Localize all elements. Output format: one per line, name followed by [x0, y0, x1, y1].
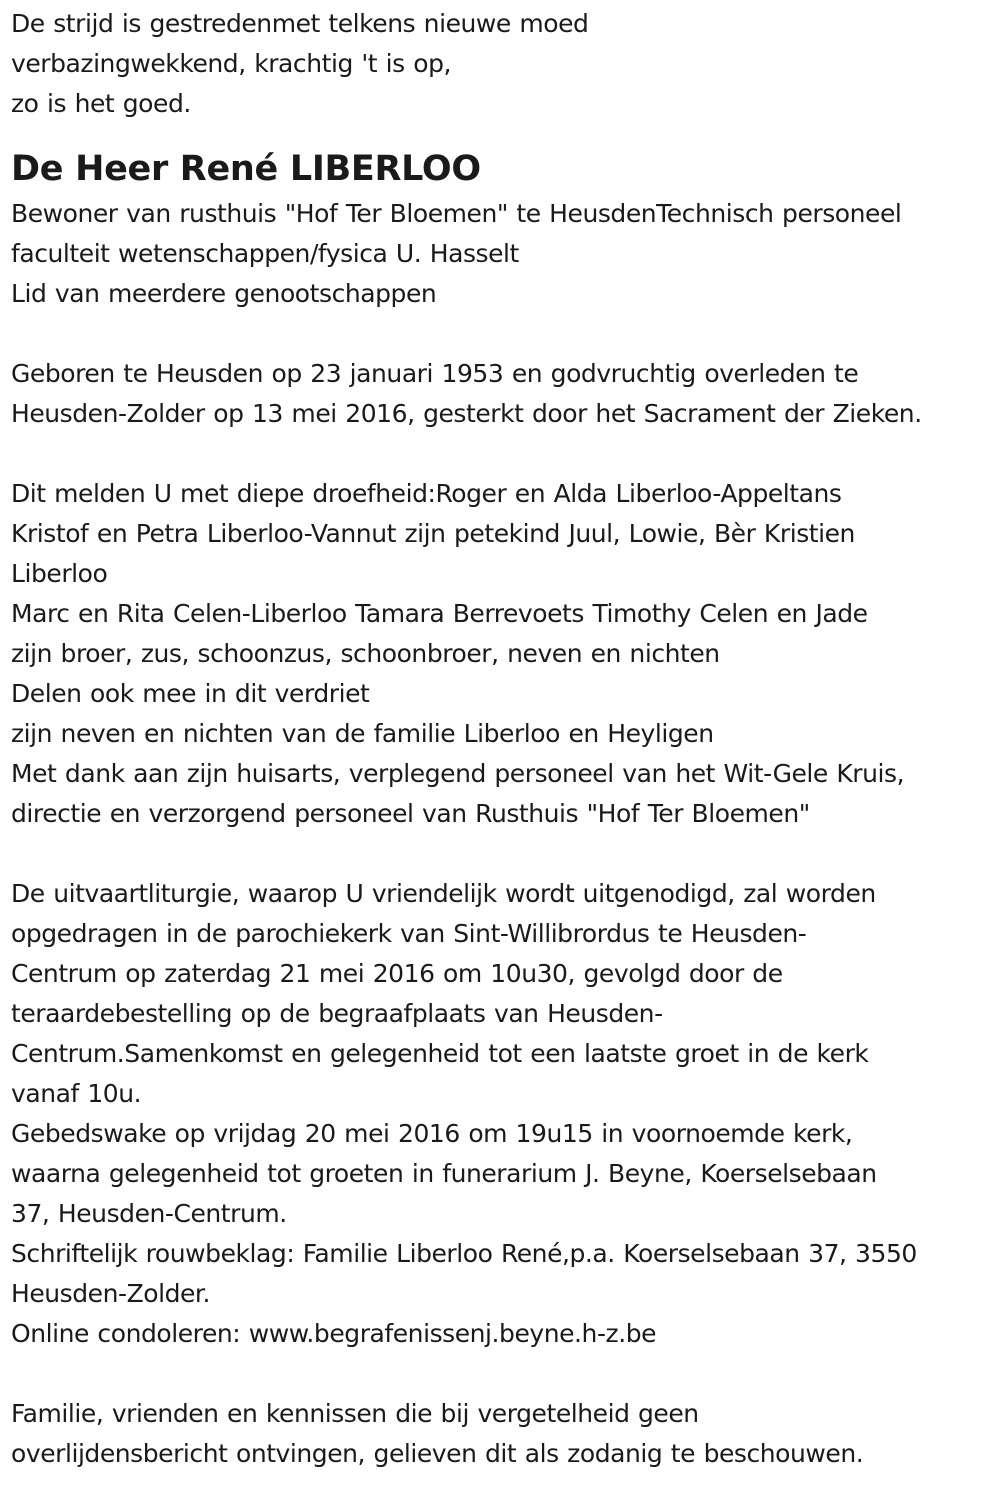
- paragraph-gap: [11, 1354, 996, 1394]
- family: [11, 474, 996, 834]
- paragraph-gap: [11, 434, 996, 474]
- description: [11, 194, 996, 314]
- funeral-line: vanaf 10u.: [11, 1079, 142, 1108]
- funeral-line: 37, Heusden-Centrum.: [11, 1199, 287, 1228]
- closing-line: overlijdensbericht ontvingen, gelieven dit als zodanig te beschouwen.: [11, 1439, 864, 1468]
- birth-death: [11, 354, 996, 434]
- funeral-line: waarna gelegenheid tot groeten in funerarium J. Beyne, Koerselsebaan: [11, 1159, 877, 1188]
- family-line: Liberloo: [11, 559, 108, 588]
- description-line: Lid van meerdere genootschappen: [11, 279, 437, 308]
- funeral-line: De uitvaartliturgie, waarop U vriendelijk wordt uitgenodigd, zal worden: [11, 879, 876, 908]
- funeral-line: Gebedswake op vrijdag 20 mei 2016 om 19u15 in voornoemde kerk,: [11, 1119, 853, 1148]
- closing-note: [11, 1394, 996, 1474]
- funeral-line: teraardebestelling op de begraafplaats van Heusden-: [11, 999, 663, 1028]
- funeral-line: opgedragen in de parochiekerk van Sint-Willibrordus te Heusden-: [11, 919, 807, 948]
- family-line: directie en verzorgend personeel van Rusthuis "Hof Ter Bloemen": [11, 799, 810, 828]
- description-line: faculteit wetenschappen/fysica U. Hasselt: [11, 239, 519, 268]
- funeral-line: Schriftelijk rouwbeklag: Familie Liberloo René,p.a. Koerselsebaan 37, 3550: [11, 1239, 917, 1268]
- closing-line: Familie, vrienden en kennissen die bij vergetelheid geen: [11, 1399, 699, 1428]
- birth-death-line: Geboren te Heusden op 23 januari 1953 en godvruchtig overleden te: [11, 359, 859, 388]
- verse-line: zo is het goed.: [11, 89, 191, 118]
- verse-line: verbazingwekkend, krachtig 't is op,: [11, 49, 451, 78]
- paragraph-gap: [11, 834, 996, 874]
- online-condolence-line: Online condoleren: www.begrafenissenj.beyne.h-z.be: [11, 1319, 657, 1348]
- family-line: zijn neven en nichten van de familie Liberloo en Heyligen: [11, 719, 714, 748]
- funeral-line: Heusden-Zolder.: [11, 1279, 210, 1308]
- name-heading: De Heer René LIBERLOO: [11, 149, 481, 189]
- family-line: Met dank aan zijn huisarts, verplegend personeel van het Wit-Gele Kruis,: [11, 759, 905, 788]
- family-line: Dit melden U met diepe droefheid:Roger en Alda Liberloo-Appeltans: [11, 479, 842, 508]
- family-line: zijn broer, zus, schoonzus, schoonbroer, neven en nichten: [11, 639, 720, 668]
- name-heading-block: [11, 146, 996, 192]
- death-notice: [11, 4, 996, 1474]
- funeral-line: Centrum.Samenkomst en gelegenheid tot een laatste groet in de kerk: [11, 1039, 869, 1068]
- funeral-line: Centrum op zaterdag 21 mei 2016 om 10u30, gevolgd door de: [11, 959, 783, 988]
- birth-death-line: Heusden-Zolder op 13 mei 2016, gesterkt door het Sacrament der Zieken.: [11, 399, 922, 428]
- verse: [11, 4, 996, 124]
- family-line: Delen ook mee in dit verdriet: [11, 679, 370, 708]
- verse-line: De strijd is gestredenmet telkens nieuwe moed: [11, 9, 589, 38]
- family-line: Marc en Rita Celen-Liberloo Tamara Berrevoets Timothy Celen en Jade: [11, 599, 868, 628]
- family-line: Kristof en Petra Liberloo-Vannut zijn petekind Juul, Lowie, Bèr Kristien: [11, 519, 855, 548]
- paragraph-gap: [11, 314, 996, 354]
- funeral-details: [11, 874, 996, 1354]
- description-line: Bewoner van rusthuis "Hof Ter Bloemen" te HeusdenTechnisch personeel: [11, 199, 902, 228]
